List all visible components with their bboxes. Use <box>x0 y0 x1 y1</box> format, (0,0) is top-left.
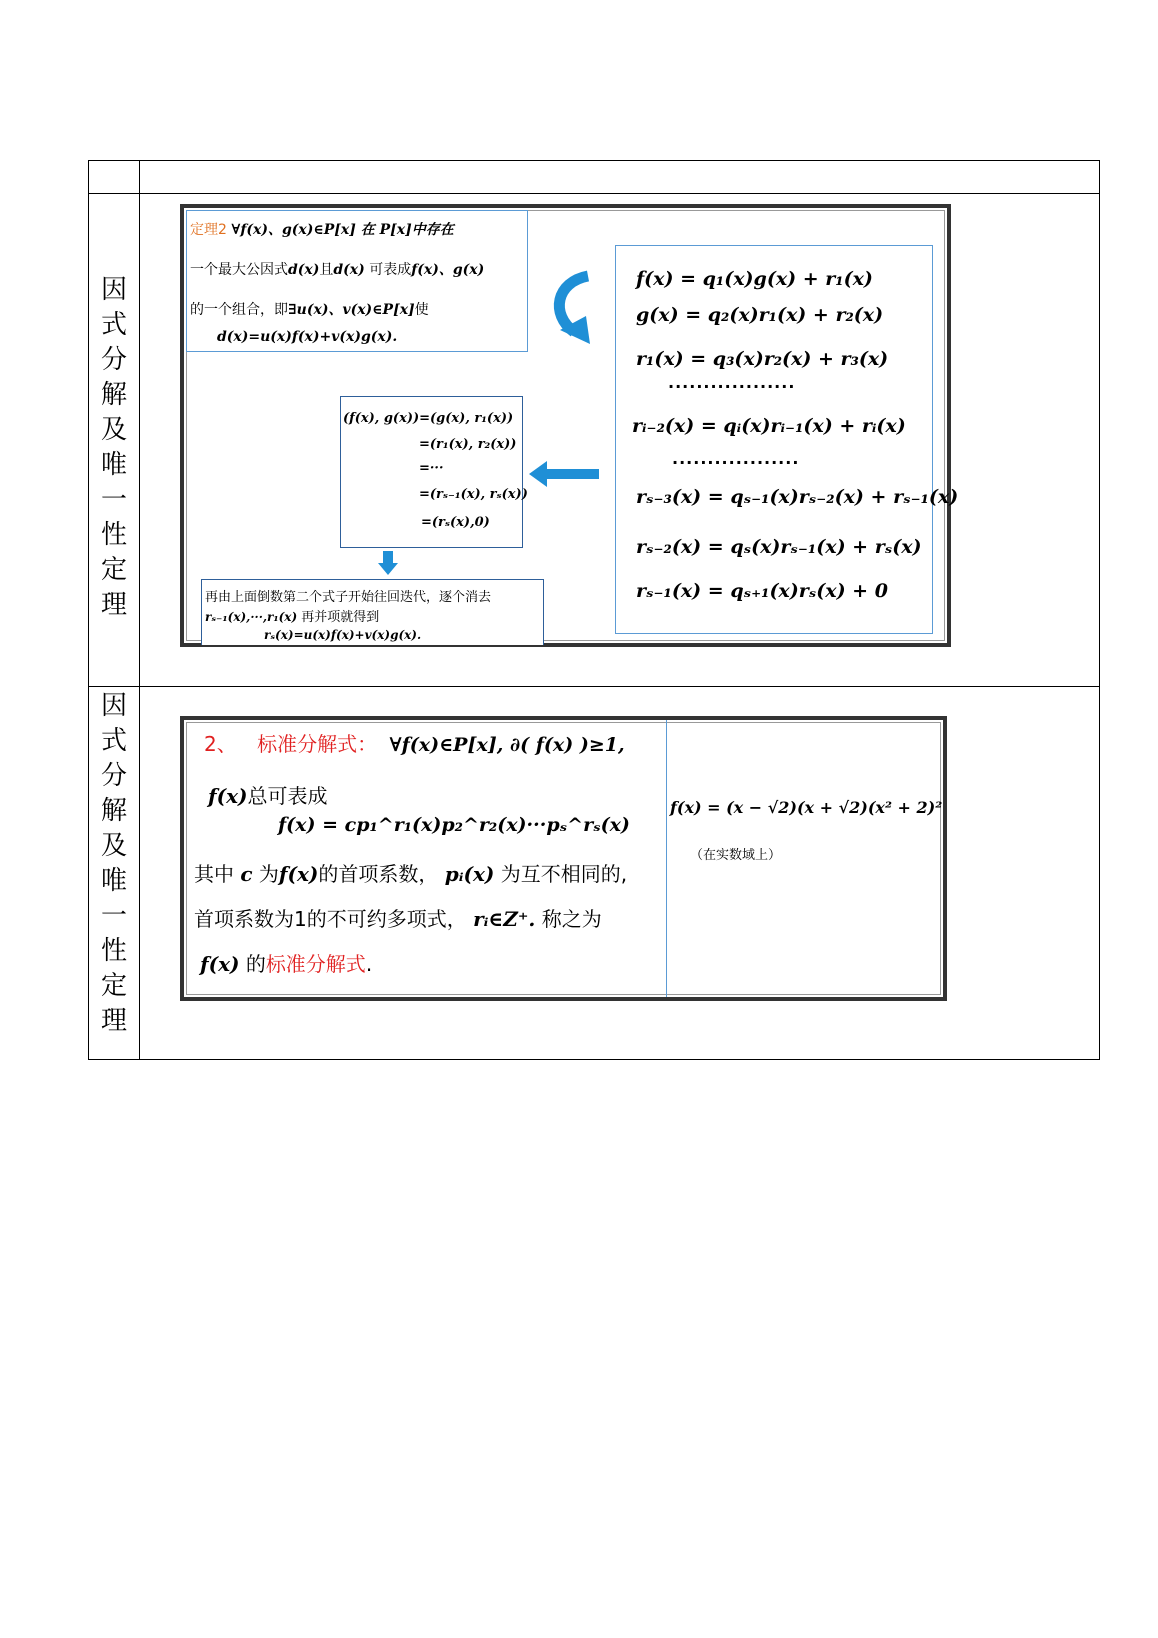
equation-4: rᵢ₋₂(x) = qᵢ(x)rᵢ₋₁(x) + rᵢ(x) <box>632 415 906 437</box>
gcd-chain-5: =(rₛ(x),0) <box>421 515 490 530</box>
equation-6: rₛ₋₂(x) = qₛ(x)rₛ₋₁(x) + rₛ(x) <box>636 536 922 558</box>
row-label-char: 分 <box>100 761 127 791</box>
row-label-char: 理 <box>100 1006 127 1036</box>
row-label-char: 解 <box>100 796 127 826</box>
row-label-char: 及 <box>100 415 127 445</box>
theorem-line2-post: 可表成 <box>364 262 412 278</box>
theorem-line2-d2: d(x) <box>333 262 365 278</box>
theorem-line1: ∀f(x)、g(x)∈P[x] 在 P[x]中存在 <box>231 222 454 238</box>
down-arrow-icon <box>378 551 398 577</box>
line4-fx: f(x) <box>278 862 319 886</box>
note-line-3: rₛ(x)=u(x)f(x)+v(x)g(x). <box>264 628 422 642</box>
row-label-char: 理 <box>100 590 127 620</box>
theorem-line2-mid: 且 <box>319 262 334 278</box>
line2-math: f(x) <box>208 784 248 808</box>
theorem-line2-text: 一个最大公因式 <box>190 262 288 278</box>
row-label-char: 及 <box>100 831 127 861</box>
example-formula: f(x) = (x − √2)(x + √2)(x² + 2)² <box>670 798 943 817</box>
line4-c: c <box>240 862 253 886</box>
row-label-char: 因 <box>100 691 127 721</box>
equation-2: g(x) = q₂(x)r₁(x) + r₂(x) <box>636 304 884 326</box>
theorem-line4: d(x)=u(x)f(x)+v(x)g(x). <box>217 329 398 345</box>
line5-pre: 首项系数为1的不可约多项式， <box>194 907 467 931</box>
iteration-note-box <box>201 579 544 645</box>
theorem-line3-post: 使 <box>414 302 429 318</box>
line5-post: 称之为 <box>541 907 602 931</box>
row-label-char: 性 <box>100 936 127 966</box>
note-line-1: 再由上面倒数第二个式子开始往回迭代，逐个消去 <box>205 590 492 605</box>
row-label-char: 性 <box>100 520 127 550</box>
row-label-char: 分 <box>100 345 127 375</box>
line2-text: 总可表成 <box>247 784 328 808</box>
slide-gcd-theorem <box>180 204 959 647</box>
gcd-chain-1: (f(x), g(x))=(g(x), r₁(x)) <box>343 411 514 426</box>
line6-highlight: 标准分解式 <box>265 952 366 976</box>
euclid-equations-box <box>615 245 959 634</box>
theorem-line3-uv: ∃u(x)、v(x)∈P[x] <box>288 302 415 318</box>
row-label-char: 一 <box>100 901 127 931</box>
document-table <box>88 160 1100 1060</box>
row-label-char: 一 <box>100 485 127 515</box>
row-label-char: 解 <box>100 380 127 410</box>
left-arrow-icon <box>529 461 601 487</box>
row-label-char: 唯 <box>100 866 127 896</box>
line4-pi: pᵢ(x) <box>444 862 495 886</box>
equation-5: rₛ₋₃(x) = qₛ₋₁(x)rₛ₋₂(x) + rₛ₋₁(x) <box>636 486 959 508</box>
equation-7: rₛ₋₁(x) = qₛ₊₁(x)rₛ(x) + 0 <box>636 580 888 602</box>
line4-mid: 为 <box>258 862 279 886</box>
note-line-2-math: rₛ₋₁(x),···,r₁(x) <box>205 610 298 624</box>
line4-post: 为互不相同的, <box>500 862 628 886</box>
row-label-1 <box>89 273 139 623</box>
heading-text: 标准分解式： <box>257 732 378 756</box>
theorem-line2-d: d(x) <box>288 262 320 278</box>
row-label-char: 因 <box>100 275 127 305</box>
table-divider <box>89 686 1099 687</box>
line4-mid2: 的首项系数， <box>318 862 439 886</box>
row-label-char: 式 <box>100 726 127 756</box>
row-label-char: 唯 <box>100 450 127 480</box>
theorem-box <box>186 210 528 352</box>
slide-standard-factorization <box>180 716 947 1001</box>
row-label-char: 定 <box>100 971 127 1001</box>
heading-number: 2、 <box>204 732 237 756</box>
row-label-char: 定 <box>100 555 127 585</box>
line4-pre: 其中 <box>194 862 234 886</box>
heading-math: ∀f(x)∈P[x], ∂( f(x) )≥1, <box>389 734 625 756</box>
curved-arrow-icon <box>546 270 606 350</box>
table-divider <box>89 193 1099 194</box>
note-line-2-text: 再并项就得到 <box>297 610 380 625</box>
equation-dots-2: ·················· <box>672 453 800 472</box>
gcd-chain-2: =(r₁(x), r₂(x)) <box>419 437 517 452</box>
equation-1: f(x) = q₁(x)g(x) + r₁(x) <box>636 268 873 290</box>
line6-fx: f(x) <box>200 952 240 976</box>
line6-post: . <box>365 952 373 976</box>
example-note: （在实数域上） <box>690 848 782 863</box>
gcd-chain-4: =(rₛ₋₁(x), rₛ(x)) <box>419 487 528 502</box>
theorem-line3-text: 的一个组合，即 <box>190 302 288 318</box>
equation-3: r₁(x) = q₃(x)r₂(x) + r₃(x) <box>636 348 889 370</box>
gcd-chain-box <box>340 396 528 548</box>
row-label-2 <box>89 689 139 1039</box>
slide2-divider <box>666 720 667 997</box>
row-label-char: 式 <box>100 310 127 340</box>
table-column-divider <box>139 161 140 1059</box>
line6-pre: 的 <box>245 952 266 976</box>
standard-form-formula: f(x) = cp₁^r₁(x)p₂^r₂(x)···pₛ^rₛ(x) <box>278 814 630 836</box>
gcd-chain-3: =··· <box>419 461 444 476</box>
equation-dots-1: ·················· <box>668 377 796 396</box>
theorem-line2-fg: f(x)、g(x) <box>411 262 485 278</box>
theorem-title: 定理2 <box>190 222 227 238</box>
line5-math: rᵢ∈Z⁺. <box>473 907 536 931</box>
